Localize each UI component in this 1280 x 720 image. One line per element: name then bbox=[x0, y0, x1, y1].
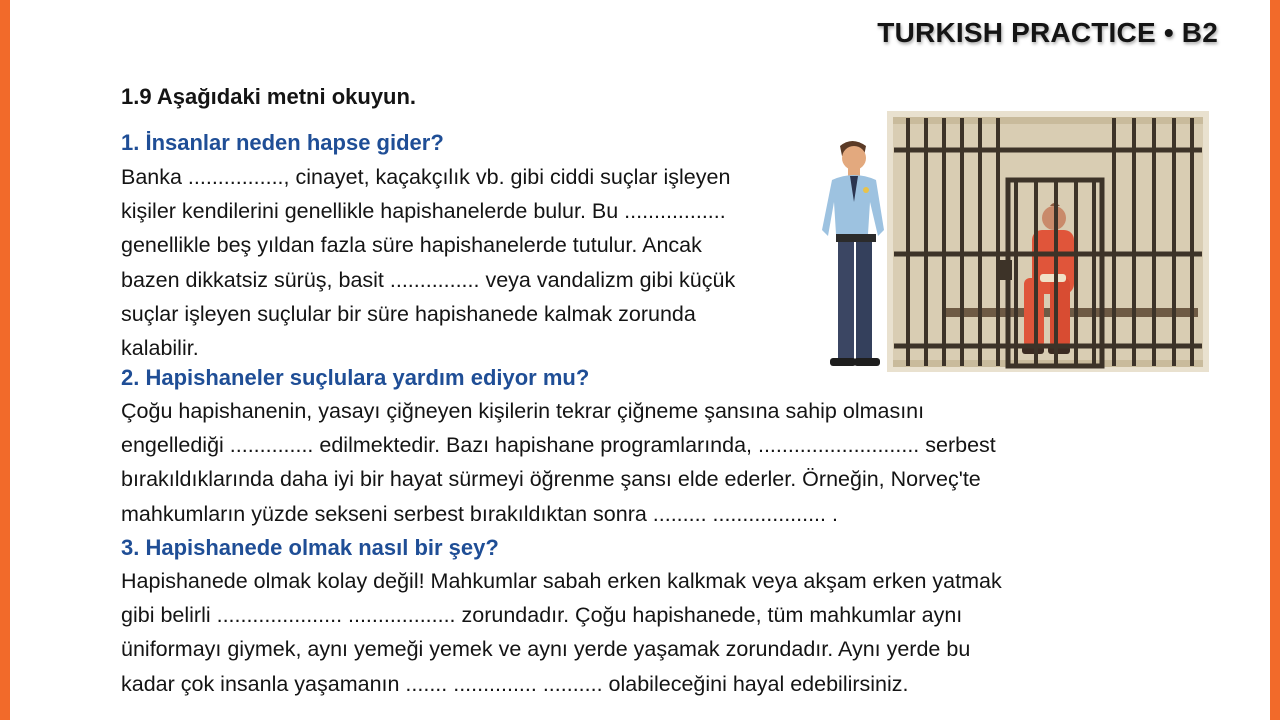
text-line: Hapishanede olmak kolay değil! Mahkumlar sabah erken kalkmak veya akşam erken yatmak bbox=[121, 569, 1002, 593]
text-line: Banka ................, cinayet, kaçakçılık vb. gibi ciddi suçlar işleyen bbox=[121, 165, 731, 189]
text-line: üniformayı giymek, aynı yemeği yemek ve aynı yerde yaşamak zorundadır. Aynı yerde bu bbox=[121, 637, 971, 662]
text-line: bırakıldıklarında daha iyi bir hayat sürmeyi öğrenme şansı elde ederler. Örneğin, Norveç'te bbox=[121, 467, 981, 492]
brand-label: TURKISH PRACTICE • B2 bbox=[877, 17, 1218, 48]
text-line: Çoğu hapishanenin, yasayı çiğneyen kişilerin tekrar çiğneme şansına sahip olmasını bbox=[121, 399, 925, 423]
text-line: mahkumların yüzde sekseni serbest bırakıldıktan sonra ......... ................... . bbox=[121, 501, 838, 526]
right-accent-bar bbox=[1270, 0, 1280, 720]
text-line: kadar çok insanla yaşamanın ....... .............. .......... olabileceğini hayal edebilirsiniz. bbox=[121, 671, 909, 696]
police-officer-icon bbox=[822, 141, 884, 366]
text-line: bazen dikkatsiz sürüş, basit ............... veya vandalizm gibi küçük bbox=[121, 267, 736, 292]
prison-illustration bbox=[818, 110, 1210, 372]
text-line: kalabilir. bbox=[121, 336, 199, 361]
section-1-paragraph bbox=[121, 160, 735, 365]
text-line: engellediği .............. edilmektedir. Bazı hapishane programlarında, ........................... serbest bbox=[121, 433, 996, 458]
section-2-paragraph bbox=[121, 394, 996, 531]
section-3-paragraph bbox=[121, 564, 1002, 701]
text-line: genellikle beş yıldan fazla süre hapishanelerde tutulur. Ancak bbox=[121, 233, 702, 258]
question-3-title: 3. Hapishanede olmak nasıl bir şey? bbox=[121, 535, 499, 560]
text-line: kişiler kendilerini genellikle hapishanelerde bulur. Bu ................. bbox=[121, 199, 726, 224]
text-line: suçlar işleyen suçlular bir süre hapishanede kalmak zorunda bbox=[121, 301, 696, 326]
text-line: gibi belirli ..................... .................. zorundadır. Çoğu hapishanede, tüm mahkumlar aynı bbox=[121, 603, 963, 628]
question-2-title: 2. Hapishaneler suçlulara yardım ediyor mu? bbox=[121, 365, 590, 390]
prison-cell-icon bbox=[890, 114, 1206, 370]
question-1-title: 1. İnsanlar neden hapse gider? bbox=[121, 130, 444, 155]
exercise-heading: 1.9 Aşağıdaki metni okuyun. bbox=[121, 84, 417, 109]
left-accent-bar bbox=[0, 0, 10, 720]
